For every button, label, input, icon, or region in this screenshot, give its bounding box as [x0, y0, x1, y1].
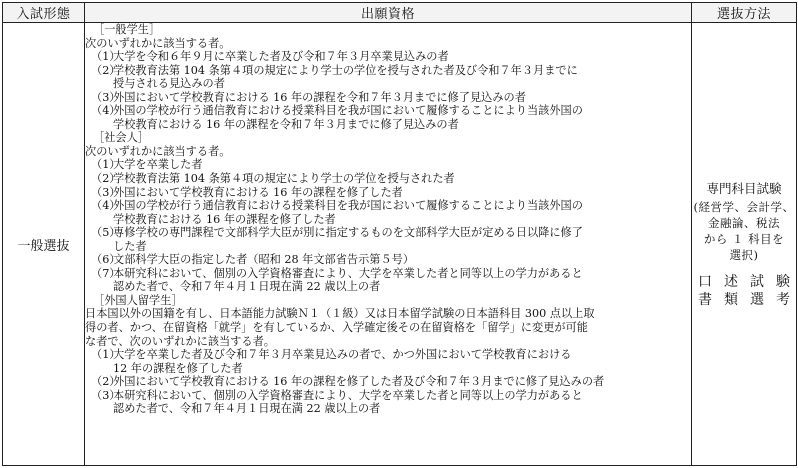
list-item: （1） 大学を卒業した者 [91, 158, 203, 172]
list-item: （4） 外国の学校が行う通信教育における授業科目を我が国において履修することにより当該外国の [91, 104, 583, 118]
section-intro-general: 次のいずれかに該当する者。 [85, 36, 231, 50]
method-note: (経営学、会計学、 [693, 200, 795, 214]
list-item: （2） 学校教育法第 104 条第４項の規定により学士の学位を授与された者 [91, 172, 455, 186]
header-eligibility: 出願資格 [85, 3, 692, 23]
list-item: （2） 外国において学校教育における 16 年の課程を修了した者及び令和７年３月までに修了見込みの者 [91, 375, 605, 389]
section-intro-international: 得の者、かつ、在留資格「就学」を有しているか、入学確定後その在留資格を「留学」に変更が可能 [85, 321, 588, 335]
method-note: から １ 科目を [703, 232, 785, 246]
method-title: 専門科目試験 [706, 181, 782, 196]
general-selection-row [3, 23, 797, 466]
section-title-international: ［外国人留学生］ [93, 293, 183, 307]
section-intro-international: 日本国以外の国籍を有し、日本語能力試験Ｎ１（１級）又は日本留学試験の日本語科目 300 点以上取 [85, 307, 595, 321]
header-row [3, 3, 797, 23]
section-intro-working-adults: 次のいずれかに該当する者。 [85, 144, 231, 158]
list-item: （4） 外国の学校が行う通信教育における授業科目を我が国において履修することにより当該外国の [91, 199, 583, 213]
method-oral-exam: 口述試験 [698, 274, 790, 290]
list-item-continuation: 学校教育における 16 年の課程を修了した者 [113, 212, 336, 226]
admission-requirements-table [2, 2, 797, 466]
method-note: 金融論、税法 [708, 216, 780, 230]
list-item: （5） 専修学校の専門課程で文部科学大臣が別に指定するものを文部科学大臣が定める日以降に修了 [91, 226, 583, 240]
list-item-continuation: 授与される見込みの者 [113, 77, 225, 91]
eligibility-cell [85, 23, 692, 466]
list-item-continuation: 学校教育における 16 年の課程を令和７年３月までに修了見込みの者 [113, 117, 459, 131]
method-document-screening: 書類選考 [698, 292, 790, 308]
selection-method-cell [692, 23, 797, 466]
header-selection-method: 選抜方法 [692, 3, 797, 23]
exam-type-cell: 一般選抜 [3, 23, 85, 466]
header-exam-type: 入試形態 [3, 3, 85, 23]
list-item-continuation: した者 [113, 239, 147, 253]
list-item: （2） 学校教育法第 104 条第４項の規定により学士の学位を授与された者及び令和７年３月までに [91, 63, 578, 77]
list-item: （3） 外国において学校教育における 16 年の課程を令和７年３月までに修了見込みの者 [91, 90, 526, 104]
list-item-continuation: 認めた者で、令和７年４月１日現在満 22 歳以上の者 [113, 402, 381, 416]
section-intro-international: な者で、次のいずれかに該当する者。 [85, 334, 275, 348]
list-item-continuation: 12 年の課程を修了した者 [113, 361, 243, 375]
list-item: （3） 外国において学校教育における 16 年の課程を修了した者 [91, 185, 403, 199]
list-item: （1） 大学を卒業した者及び令和７年３月卒業見込みの者で、かつ外国において学校教育における [91, 348, 572, 362]
list-item-continuation: 認めた者で、令和７年４月１日現在満 22 歳以上の者 [113, 280, 381, 294]
list-item: （1） 大学を令和６年９月に卒業した者及び令和７年３月卒業見込みの者 [91, 50, 449, 64]
method-note: 選択) [729, 248, 759, 262]
section-title-working-adults: ［社会人］ [93, 131, 149, 145]
list-item: （3） 本研究科において、個別の入学資格審査により、大学を卒業した者と同等以上の学力があると [91, 388, 583, 402]
list-item: （7） 本研究科において、個別の入学資格審査により、大学を卒業した者と同等以上の学力があると [91, 266, 583, 280]
section-title-general: ［一般学生］ [93, 23, 161, 36]
list-item: （6） 文部科学大臣の指定した者（昭和 28 年文部省告示第５号） [91, 253, 415, 267]
